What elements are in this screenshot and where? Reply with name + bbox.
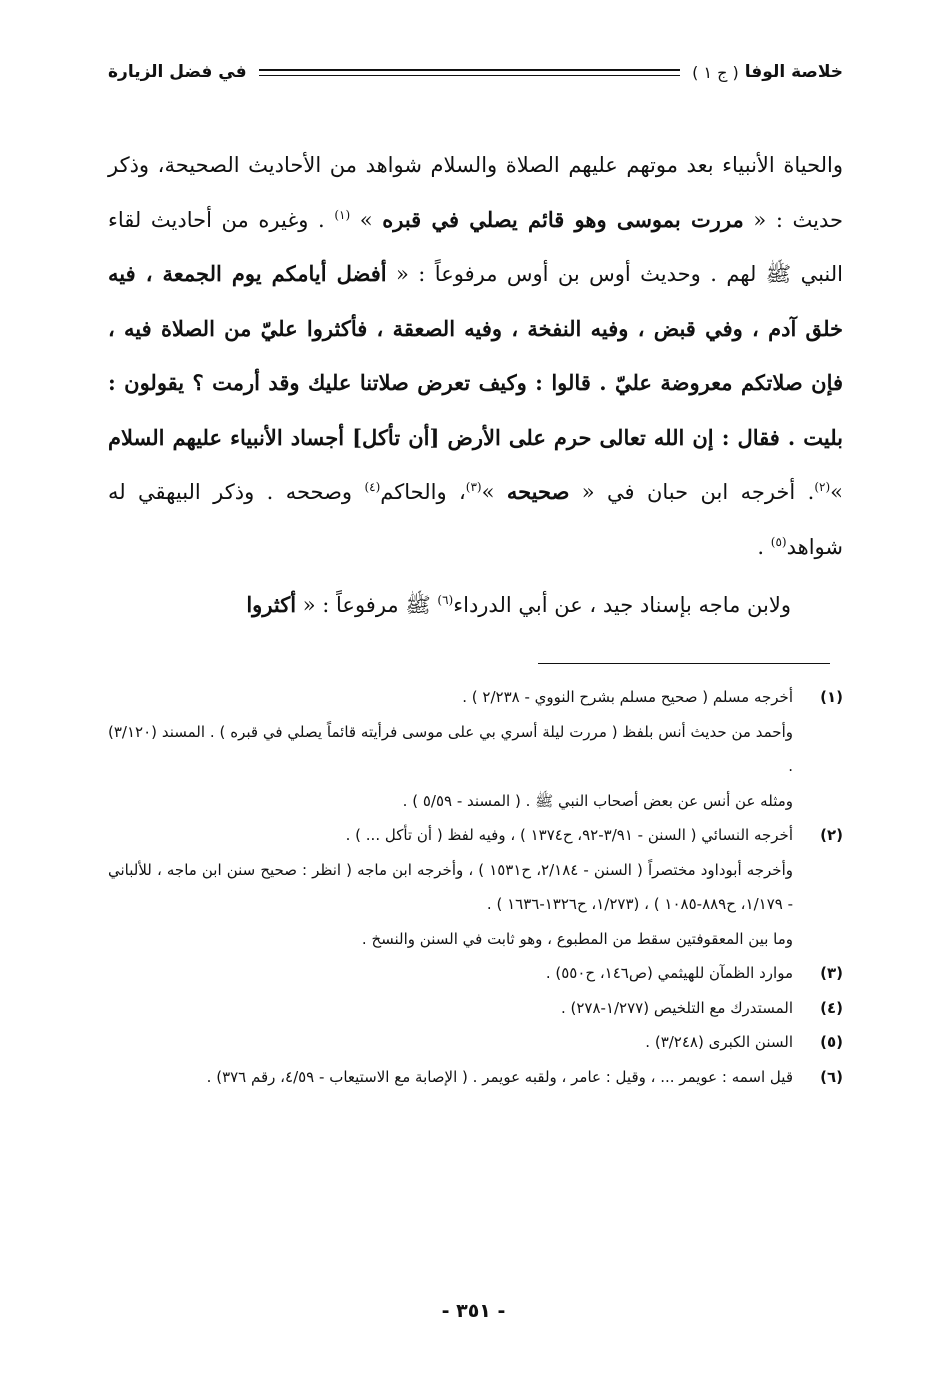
footnote-number: (٤) (820, 998, 843, 1017)
text-run: . (757, 534, 771, 559)
footnote-separator (538, 663, 830, 664)
text-run: ولابن ماجه بإسناد جيد ، عن أبي الدرداء (453, 593, 791, 617)
footnote-ref-3[interactable]: (٣) (465, 480, 482, 494)
footnote-ref-1[interactable]: (١) (334, 207, 351, 222)
footnote-number: (٥) (820, 1033, 843, 1051)
footnotes (108, 680, 843, 1094)
header-chapter-title: في فضل الزيارة (108, 62, 247, 82)
footnote-ref-4[interactable]: (٤) (364, 480, 381, 494)
footnote-line: قيل اسمه : عويمر ... ، وقيل : عامر ، ولقبه عويمر . ( الإصابة مع الاستيعاب - ٤/٥٩، رقم ٣٧٦) . (206, 1067, 793, 1086)
footnote-number: (٣) (820, 964, 843, 982)
text-run: والحياة الأنبياء بعد موتهم عليهم الصلاة والسلام شواهد من الأحاديث الصحيحة، وذكر حديث : « (108, 153, 843, 232)
main-text (108, 138, 843, 633)
footnote-line: أخرجه مسلم ( صحيح مسلم بشرح النووي - ٢/٢٣٨ ) . (462, 688, 793, 706)
text-run: » (830, 480, 843, 504)
footnote-number: (٦) (820, 1067, 843, 1086)
book-name: صحيحه (506, 479, 570, 504)
running-header (108, 54, 843, 90)
footnote-3 (108, 956, 843, 991)
header-book-title: خلاصة الوفا (744, 62, 843, 82)
footnote-number: (٢) (820, 826, 843, 844)
footnote-2 (108, 818, 843, 956)
text-run: » (350, 207, 383, 232)
page-number: - ٣٥١ - (441, 1300, 506, 1322)
text-run: ، والحاكم (380, 480, 466, 504)
footnote-line: وأحمد من حديث أنس بلفظ ( مررت ليلة أسري بي على موسى فرأيته قائماً يصلي في قبره ) . المسند (٣/١٢٠) . (108, 722, 793, 775)
footnote-line: ومثله عن أنس عن بعض أصحاب النبي ﷺ . ( المسند - ٥/٥٩ ) . (402, 791, 793, 810)
paragraph-2 (108, 578, 843, 633)
hadith-quote: مررت بموسى وهو قائم يصلي في قبره (382, 206, 744, 232)
hadith-quote: أفضل أيامكم يوم الجمعة ، فيه خلق آدم ، وفي قبض ، وفيه النفخة ، وفيه الصعقة ، فأكثروا عليّ من الصلاة فيه ، فإن صلاتكم معروضة عليّ . قالوا : وكيف تعرض صلاتنا عليك وقد أرمت ؟ يقولون : بليت . فقال : إن الله تعالى حرم على الأرض [أن تأكل] أجساد الأنبياء عليهم السلام (108, 261, 843, 450)
footnote-line: المستدرك مع التلخيص (١/٢٧٧-٢٧٨) . (560, 998, 793, 1017)
footnote-6 (108, 1060, 843, 1095)
footnote-ref-6[interactable]: (٦) (437, 593, 454, 607)
footnote-ref-5[interactable]: (٥) (770, 534, 787, 549)
footnote-5 (108, 1025, 843, 1060)
text-run: . أخرجه ابن حبان في « (569, 480, 815, 504)
footnote-line: موارد الظمآن للهيثمي (ص١٤٦، ح٥٥٠) . (545, 964, 793, 982)
footnote-line: وما بين المعقوفتين سقط من المطبوع ، وهو ثابت في السنن والنسخ . (361, 929, 793, 948)
footnote-number: (١) (820, 688, 843, 706)
text-run: . وغيره من أحاديث لقاء النبي ﷺ لهم . وحديث أوس بن أوس مرفوعاً : « (108, 207, 843, 286)
footnote-line: أخرجه النسائي ( السنن - ٣/٩١-٩٢، ح١٣٧٤ ) ، وفيه لفظ ( أن تأكل ... ) . (345, 826, 793, 844)
text-run: » (481, 480, 507, 504)
paragraph-1 (108, 138, 843, 574)
footnote-4 (108, 991, 843, 1026)
hadith-quote: أكثروا (246, 592, 297, 617)
footnote-ref-2[interactable]: (٢) (814, 480, 831, 494)
header-volume: ( ج ١ ) (692, 62, 739, 82)
footnote-line: وأخرجه أبوداود مختصراً ( السنن - ٢/١٨٤، ح١٥٣١ ) ، وأخرجه ابن ماجه ( انظر : صحيح سنن ابن ماجه ، للألباني - ١/١٧٩، ح٨٨٩-١٠٨٥ ) ، (١/٢٧٣، ح١٣٢٦-١٦٣٦ ) . (108, 860, 793, 913)
header-rule (259, 69, 681, 76)
footnote-1 (108, 680, 843, 818)
text-run: وصححه . وذكر البيهقي له شواهد (108, 480, 843, 559)
text-run: ﷺ مرفوعاً : « (296, 593, 438, 617)
footnote-line: السنن الكبرى (٣/٢٤٨) . (645, 1033, 793, 1051)
